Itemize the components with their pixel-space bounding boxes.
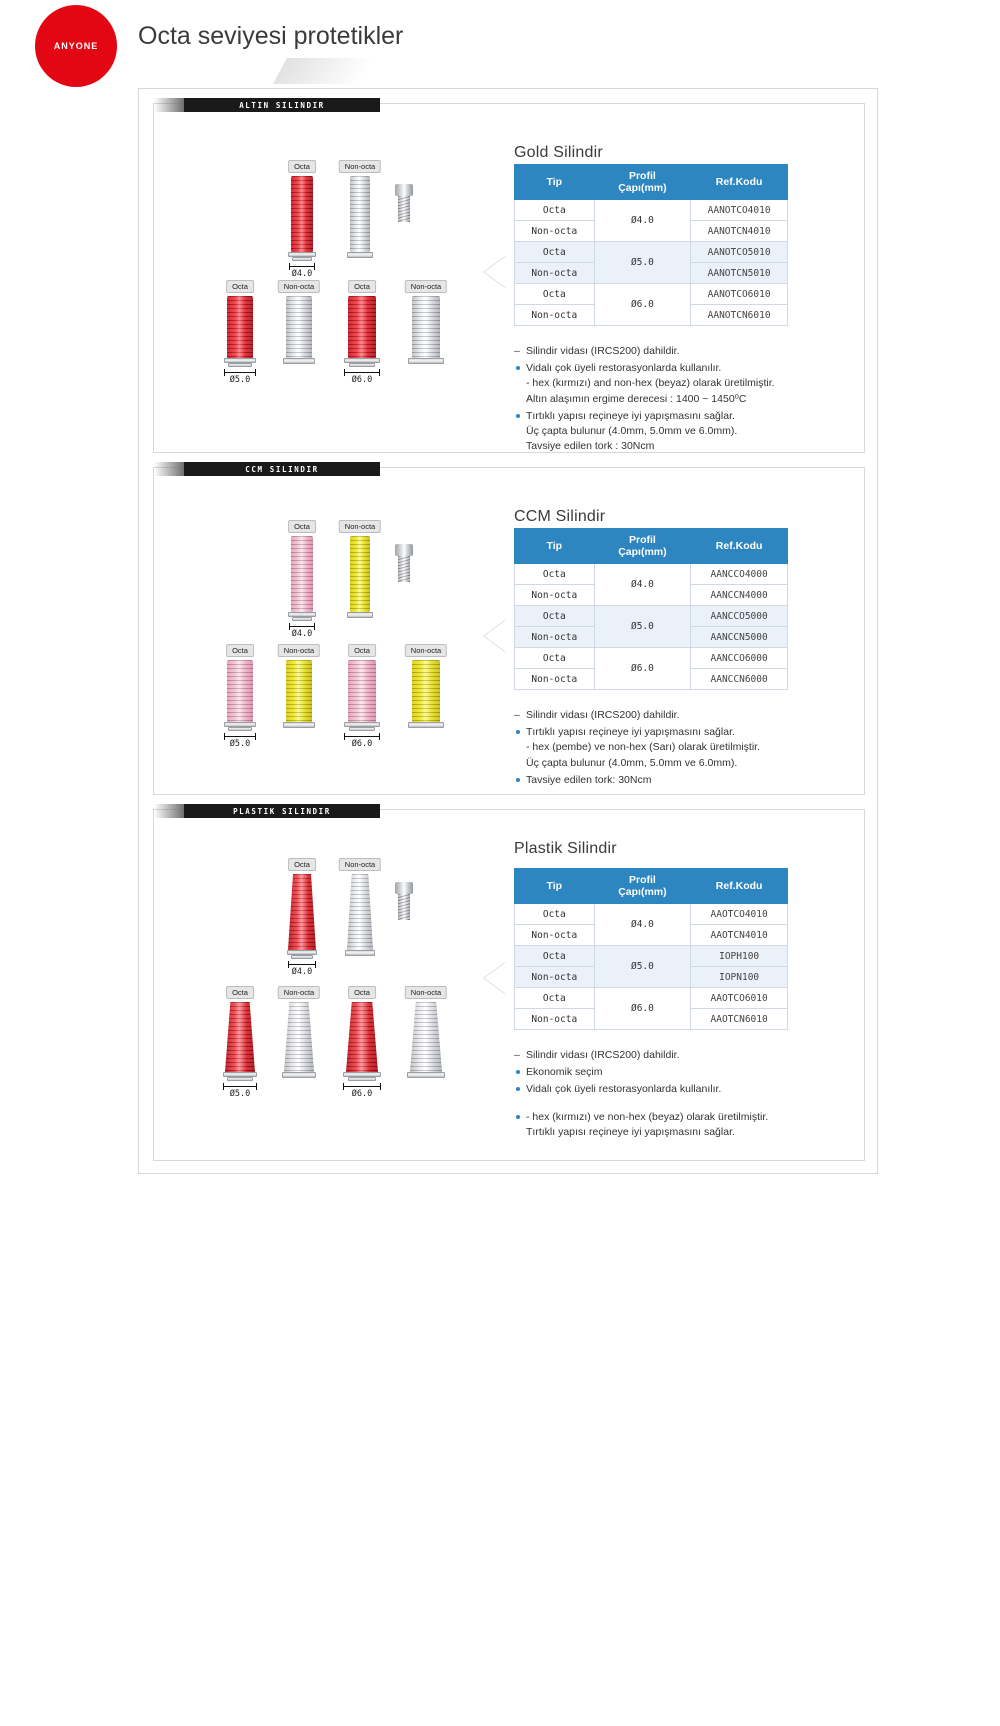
section-ccm-silindir <box>153 464 865 795</box>
cell-tip: Non-octa <box>515 627 595 648</box>
cell-ref: AAOTCO6010 <box>691 988 788 1009</box>
dimension-label: Ø5.0 <box>229 375 251 385</box>
th-tip: Tip <box>515 165 595 200</box>
cell-ref: AANCCO6000 <box>691 648 788 669</box>
cell-diameter: Ø6.0 <box>594 648 691 690</box>
note-line: Tavsiye edilen tork : 30Ncm <box>526 440 655 453</box>
th-ref: Ref.Kodu <box>691 869 788 904</box>
cell-ref: IOPH100 <box>691 946 788 967</box>
section-gold-silindir <box>153 100 865 453</box>
th-profil-line2: Çapı(mm) <box>618 886 667 899</box>
label-octa: Octa <box>226 644 254 657</box>
label-non-octa: Non-octa <box>405 644 447 657</box>
section-tab-label: PLASTIK SILINDIR <box>233 806 331 816</box>
table-row <box>515 606 788 627</box>
note-line: Üç çapta bulunur (4.0mm, 5.0mm ve 6.0mm). <box>526 425 738 438</box>
cell-tip: Octa <box>515 284 595 305</box>
label-non-octa: Non-octa <box>339 858 381 871</box>
cell-diameter: Ø5.0 <box>594 606 691 648</box>
label-non-octa: Non-octa <box>339 520 381 533</box>
cell-tip: Non-octa <box>515 263 595 284</box>
note-line: - hex (pembe) ve non-hex (Sarı) olarak üretilmiştir. <box>526 741 760 754</box>
note-line: Silindir vidası (IRCS200) dahildir. <box>526 345 680 357</box>
section-tab-ccm <box>184 462 380 476</box>
table-row <box>515 242 788 263</box>
connector-arrow-ccm <box>484 620 506 652</box>
th-profil-line2: Çapı(mm) <box>618 182 667 195</box>
cell-tip: Octa <box>515 648 595 669</box>
cell-ref: AAOTCN6010 <box>691 1009 788 1030</box>
label-octa: Octa <box>226 986 254 999</box>
table-row <box>515 284 788 305</box>
table-row <box>515 904 788 925</box>
notes-ccm <box>514 708 814 790</box>
cell-ref: AAOTCO4010 <box>691 904 788 925</box>
cell-ref: IOPN100 <box>691 967 788 988</box>
cell-diameter: Ø4.0 <box>594 200 691 242</box>
connector-arrow-gold <box>484 256 506 288</box>
cell-ref: AANCCN5000 <box>691 627 788 648</box>
th-tip: Tip <box>515 869 595 904</box>
label-octa: Octa <box>288 160 316 173</box>
cell-tip: Non-octa <box>515 669 595 690</box>
label-non-octa: Non-octa <box>339 160 381 173</box>
note-item <box>514 1065 814 1080</box>
table-row <box>515 946 788 967</box>
table-header-row <box>515 529 788 564</box>
dimension-label: Ø6.0 <box>351 739 373 749</box>
section-tab-label: ALTIN SILINDIR <box>239 100 325 110</box>
dimension-label: Ø4.0 <box>291 629 313 639</box>
cell-tip: Octa <box>515 606 595 627</box>
note-line: Silindir vidası (IRCS200) dahildir. <box>526 1049 680 1061</box>
label-octa: Octa <box>348 986 376 999</box>
table-plastik <box>514 868 788 1030</box>
th-profil-capi <box>594 869 691 904</box>
label-octa: Octa <box>288 520 316 533</box>
section-plastik-silindir <box>153 806 865 1161</box>
cell-tip: Octa <box>515 200 595 221</box>
th-profil-line1: Profil <box>629 534 656 546</box>
dimension-label: Ø4.0 <box>291 967 313 977</box>
cell-tip: Octa <box>515 904 595 925</box>
note-line: Altın alaşımın ergime derecesi : 1400 ~ 1450⁰C <box>526 392 747 405</box>
note-line: Tırtıklı yapısı reçineye iyi yapışmasını sağlar. <box>526 726 735 739</box>
th-profil-line2: Çapı(mm) <box>618 546 667 559</box>
cell-ref: AANOTCN5010 <box>691 263 788 284</box>
table-header-row <box>515 165 788 200</box>
heading-plastik: Plastik Silindir <box>514 840 617 857</box>
cell-tip: Non-octa <box>515 967 595 988</box>
label-octa: Octa <box>348 280 376 293</box>
table-header-row <box>515 869 788 904</box>
th-profil-capi <box>594 529 691 564</box>
cell-tip: Non-octa <box>515 1009 595 1030</box>
brand-name: ANYONE <box>53 41 99 51</box>
table-gold <box>514 164 788 326</box>
table-row <box>515 200 788 221</box>
cell-diameter: Ø4.0 <box>594 904 691 946</box>
th-tip: Tip <box>515 529 595 564</box>
note-item <box>514 1082 814 1097</box>
content-frame <box>138 88 878 1174</box>
cell-ref: AANCCN4000 <box>691 585 788 606</box>
dimension-label: Ø4.0 <box>291 269 313 279</box>
cell-tip: Non-octa <box>515 221 595 242</box>
cell-ref: AANOTCO6010 <box>691 284 788 305</box>
page-title: Octa seviyesi protetikler <box>138 22 404 50</box>
note-item <box>514 409 814 455</box>
cell-diameter: Ø5.0 <box>594 946 691 988</box>
connector-arrow-plastik <box>484 962 506 994</box>
cell-tip: Octa <box>515 946 595 967</box>
cell-tip: Octa <box>515 988 595 1009</box>
note-line: Ekonomik seçim <box>526 1066 603 1079</box>
dimension-label: Ø6.0 <box>351 375 373 385</box>
note-item <box>514 1048 814 1063</box>
note-item <box>514 344 814 359</box>
label-non-octa: Non-octa <box>278 644 320 657</box>
dimension-label: Ø6.0 <box>351 1089 373 1099</box>
cell-ref: AANOTCO4010 <box>691 200 788 221</box>
note-item <box>514 725 814 771</box>
cell-ref: AANCCO4000 <box>691 564 788 585</box>
section-tab-plastik <box>184 804 380 818</box>
label-non-octa: Non-octa <box>405 280 447 293</box>
note-line: Tavsiye edilen tork: 30Ncm <box>526 773 652 786</box>
th-ref: Ref.Kodu <box>691 165 788 200</box>
label-non-octa: Non-octa <box>278 986 320 999</box>
table-ccm <box>514 528 788 690</box>
cell-tip: Non-octa <box>515 925 595 946</box>
brand-logo <box>35 5 117 87</box>
notes-gold <box>514 344 814 457</box>
note-line: Tırtıklı yapısı reçineye iyi yapışmasını sağlar. <box>526 1125 735 1138</box>
notes-plastik <box>514 1048 814 1142</box>
section-tab-gold <box>184 98 380 112</box>
dimension-label: Ø5.0 <box>229 1089 251 1099</box>
note-line: Vidalı çok üyeli restorasyonlarda kullanılır. <box>526 362 722 375</box>
cell-diameter: Ø6.0 <box>594 284 691 326</box>
th-profil-line1: Profil <box>629 874 656 886</box>
heading-gold: Gold Silindir <box>514 144 603 161</box>
note-item <box>514 1110 814 1140</box>
note-line: Üç çapta bulunur (4.0mm, 5.0mm ve 6.0mm). <box>526 756 738 769</box>
table-row <box>515 648 788 669</box>
label-octa: Octa <box>288 858 316 871</box>
cell-ref: AANOTCO5010 <box>691 242 788 263</box>
cell-diameter: Ø4.0 <box>594 564 691 606</box>
label-octa: Octa <box>348 644 376 657</box>
cell-ref: AANOTCN6010 <box>691 305 788 326</box>
note-item <box>514 361 814 407</box>
label-octa: Octa <box>226 280 254 293</box>
table-row <box>515 988 788 1009</box>
heading-ccm: CCM Silindir <box>514 508 606 525</box>
cell-diameter: Ø5.0 <box>594 242 691 284</box>
cell-tip: Non-octa <box>515 305 595 326</box>
label-non-octa: Non-octa <box>405 986 447 999</box>
note-line: - hex (kırmızı) ve non-hex (beyaz) olarak üretilmiştir. <box>526 1110 769 1123</box>
cell-tip: Octa <box>515 242 595 263</box>
note-line: Vidalı çok üyeli restorasyonlarda kullanılır. <box>526 1083 722 1096</box>
cell-tip: Non-octa <box>515 585 595 606</box>
label-non-octa: Non-octa <box>278 280 320 293</box>
cell-ref: AANCCN6000 <box>691 669 788 690</box>
note-line: Silindir vidası (IRCS200) dahildir. <box>526 709 680 721</box>
table-row <box>515 564 788 585</box>
section-tab-label: CCM SILINDIR <box>245 464 319 474</box>
note-line: Tırtıklı yapısı reçineye iyi yapışmasını sağlar. <box>526 409 735 422</box>
th-ref: Ref.Kodu <box>691 529 788 564</box>
cell-diameter: Ø6.0 <box>594 988 691 1030</box>
note-item <box>514 708 814 723</box>
cell-ref: AAOTCN4010 <box>691 925 788 946</box>
cell-ref: AANCCO5000 <box>691 606 788 627</box>
th-profil-capi <box>594 165 691 200</box>
cell-ref: AANOTCN4010 <box>691 221 788 242</box>
dimension-label: Ø5.0 <box>229 739 251 749</box>
cell-tip: Octa <box>515 564 595 585</box>
note-line: - hex (kırmızı) and non-hex (beyaz) olarak üretilmiştir. <box>526 377 775 390</box>
title-swoosh-decoration <box>273 58 397 84</box>
th-profil-line1: Profil <box>628 170 656 182</box>
note-item <box>514 773 814 788</box>
